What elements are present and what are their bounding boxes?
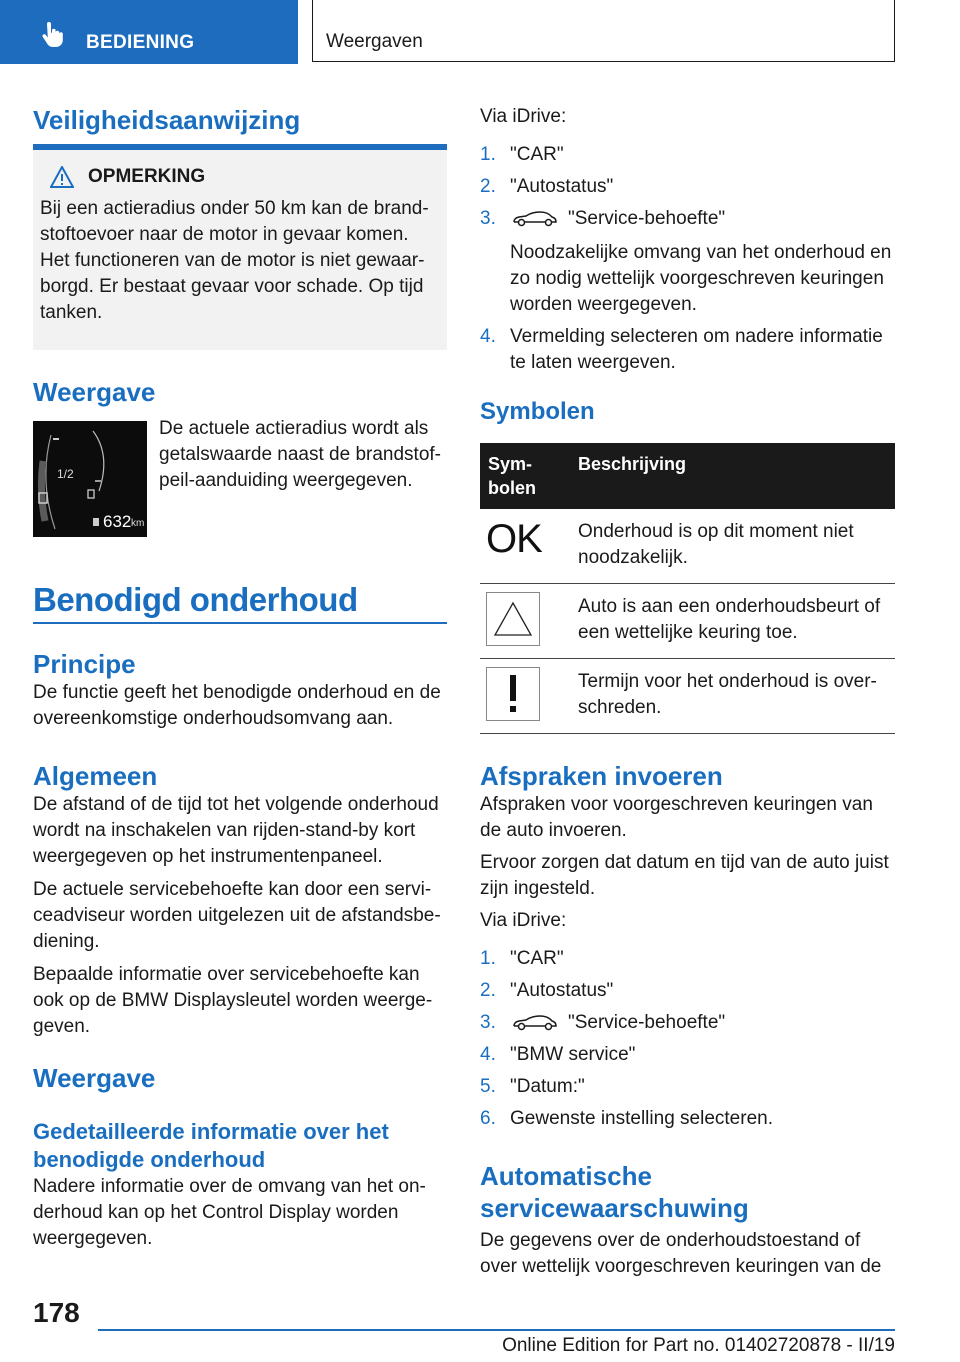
list-item xyxy=(480,978,895,1004)
steps-list-1 xyxy=(480,142,895,376)
section-label: BEDIENING xyxy=(86,32,195,53)
principle-heading: Principe xyxy=(33,649,136,679)
table-row xyxy=(480,659,895,734)
list-item xyxy=(480,1042,895,1068)
via-idrive-2: Via iDrive: xyxy=(480,910,567,931)
symbols-heading: Symbolen xyxy=(480,398,595,425)
main-heading-rule xyxy=(33,622,447,624)
car-service-icon xyxy=(512,211,558,227)
main-heading: Benodigd onderhoud xyxy=(33,581,358,618)
gauge-fraction: 1/2 xyxy=(57,467,74,481)
appointments-p2: Ervoor zorgen dat datum en tijd van de auto juist zijn ingesteld. xyxy=(480,852,889,899)
table-row xyxy=(480,584,895,659)
step-text: "Service-behoefte" xyxy=(568,208,726,229)
triangle-outline-icon xyxy=(486,592,540,646)
steps-list-2 xyxy=(480,946,895,1132)
general-heading: Algemeen xyxy=(33,761,158,791)
general-line: diening. xyxy=(33,931,100,952)
warning-line: Bij een actieradius onder 50 km kan de brand- xyxy=(40,198,429,219)
general-line: geven. xyxy=(33,1016,91,1037)
table-row xyxy=(480,509,895,584)
gauge-range-value: 632 xyxy=(103,512,132,531)
col-header-description: Beschrijving xyxy=(570,443,895,509)
auto-warning-text: De gegevens over de onderhoudstoestand of over wettelijk voorgeschreven keuringen van de xyxy=(480,1230,882,1277)
step-number: 3. xyxy=(480,1012,496,1033)
appointments-p1: Afspraken voor voorgeschreven keuringen van de auto invoeren. xyxy=(480,794,873,841)
detail-heading-line: Gedetailleerde informatie over het xyxy=(33,1119,389,1144)
ok-text-icon: OK xyxy=(486,517,542,561)
list-item xyxy=(480,1106,895,1132)
list-item xyxy=(480,142,895,168)
general-line: weergegeven op het instrumentenpaneel. xyxy=(33,846,383,867)
page-number: 178 xyxy=(33,1297,80,1328)
step-number: 6. xyxy=(480,1108,496,1129)
step-number: 2. xyxy=(480,980,496,1001)
principle-line: overeenkomstige onderhoudsomvang aan. xyxy=(33,708,394,729)
detail-heading-line: benodigde onderhoud xyxy=(33,1147,266,1172)
step-text: "BMW service" xyxy=(510,1044,636,1065)
via-idrive: Via iDrive: xyxy=(480,106,567,127)
step-text: "Autostatus" xyxy=(510,176,614,197)
step-number: 2. xyxy=(480,176,496,197)
table-header-row xyxy=(480,443,895,509)
list-item xyxy=(480,1010,895,1036)
exclamation-icon xyxy=(486,667,540,721)
display-heading: Weergave xyxy=(33,377,156,407)
car-service-icon xyxy=(512,1015,558,1031)
general-line: De afstand of de tijd tot het volgende onderhoud xyxy=(33,794,439,815)
footer-rule xyxy=(98,1329,895,1331)
step3-note: Noodzakelijke omvang van het onderhoud en zo nodig wettelijk voorgeschreven keuringen worden weergegeven. xyxy=(510,242,892,315)
step-number: 4. xyxy=(480,1044,496,1065)
description-cell: Auto is aan een onderhoudsbeurt of een wettelijke keuring toe. xyxy=(570,584,895,659)
step-text: Vermelding selecteren om nadere informatie te laten weergeven. xyxy=(510,326,883,373)
general-line: Bepaalde informatie over servicebehoefte kan xyxy=(33,964,420,985)
gauge-range-unit: km xyxy=(131,518,145,529)
step-text: "Autostatus" xyxy=(510,980,614,1001)
warning-line: Het functioneren van de motor is niet gewaar- xyxy=(40,250,425,271)
fuel-gauge-image xyxy=(33,421,147,537)
symbol-cell xyxy=(480,659,570,734)
auto-warning-heading: Automatische servicewaarschuwing xyxy=(480,1161,749,1223)
general-line: De actuele servicebehoefte kan door een servi- xyxy=(33,879,432,900)
warning-triangle-icon xyxy=(50,166,74,188)
edition-note: Online Edition for Part no. 01402720878 - II/19 xyxy=(502,1335,895,1356)
symbol-cell xyxy=(480,509,570,584)
display-text-line: peil-aanduiding weergegeven. xyxy=(159,470,413,491)
section-tab[interactable] xyxy=(0,0,298,64)
breadcrumb-label: Weergaven xyxy=(326,31,423,52)
warning-line: tanken. xyxy=(40,302,103,323)
general-line: ook op de BMW Displaysleutel worden weerge- xyxy=(33,990,433,1011)
breadcrumb xyxy=(312,0,895,62)
warning-line: stoftoevoer naar de motor in gevaar komen. xyxy=(40,224,409,245)
step-number: 1. xyxy=(480,948,496,969)
principle-line: De functie geeft het benodigde onderhoud en de xyxy=(33,682,441,703)
step-number: 1. xyxy=(480,144,496,165)
symbols-table xyxy=(480,443,895,734)
step-text: "Datum:" xyxy=(510,1076,585,1097)
step-number: 3. xyxy=(480,208,496,229)
step-text: "CAR" xyxy=(510,144,564,165)
step-number: 4. xyxy=(480,326,496,347)
warning-line: borgd. Er bestaat gevaar voor schade. Op tijd xyxy=(40,276,424,297)
step-text: Gewenste instelling selecteren. xyxy=(510,1108,773,1129)
warning-box xyxy=(33,144,447,350)
list-item xyxy=(480,1074,895,1100)
description-cell: Termijn voor het onderhoud is over-schreden. xyxy=(570,659,895,734)
symbol-cell xyxy=(480,584,570,659)
description-cell: Onderhoud is op dit moment niet noodzakelijk. xyxy=(570,509,895,584)
detail-line: weergegeven. xyxy=(33,1228,153,1249)
general-line: ceadviseur worden uitgelezen uit de afstandsbe- xyxy=(33,905,441,926)
hand-pointer-icon xyxy=(40,22,64,48)
general-line: wordt na inschakelen van rijden-stand-by kort xyxy=(33,820,416,841)
warning-title: OPMERKING xyxy=(88,166,206,187)
warning-title-row xyxy=(40,164,441,190)
list-item xyxy=(480,206,895,318)
detail-line: Nadere informatie over de omvang van het on- xyxy=(33,1176,426,1197)
step-text: "CAR" xyxy=(510,948,564,969)
detail-line: derhoud kan op het Control Display worden xyxy=(33,1202,399,1223)
list-item xyxy=(480,946,895,972)
list-item xyxy=(480,324,895,376)
step-text: "Service-behoefte" xyxy=(568,1012,726,1033)
display2-heading: Weergave xyxy=(33,1063,156,1093)
list-item xyxy=(480,174,895,200)
display-text-line: getalswaarde naast de brandstof- xyxy=(159,444,442,465)
appointments-heading: Afspraken invoeren xyxy=(480,761,723,791)
col-header-symbols: Sym- bolen xyxy=(480,443,570,509)
display-text-line: De actuele actieradius wordt als xyxy=(159,418,429,439)
safety-heading: Veiligheidsaanwijzing xyxy=(33,105,301,135)
step-number: 5. xyxy=(480,1076,496,1097)
